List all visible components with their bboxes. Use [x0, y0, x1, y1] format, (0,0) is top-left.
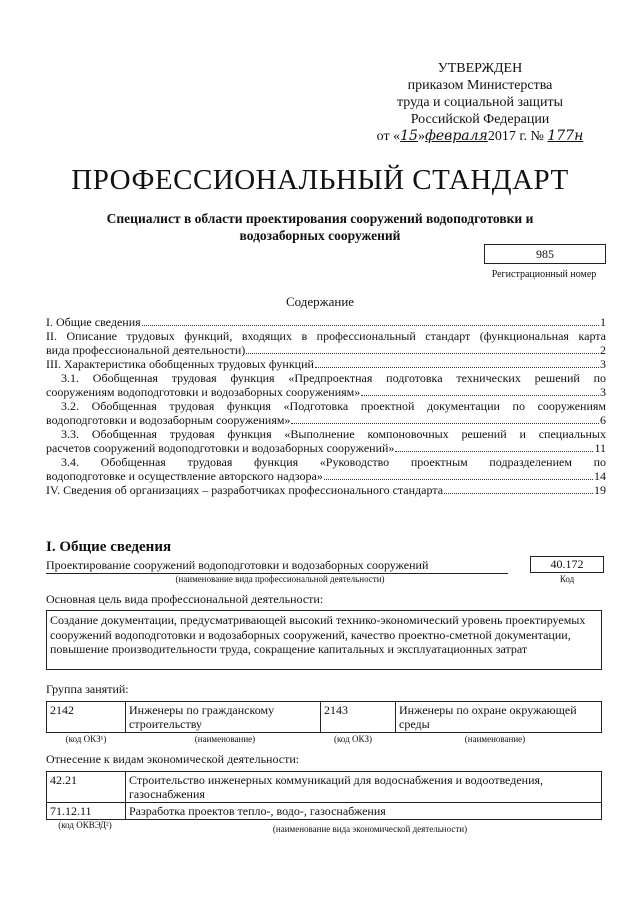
registration-number-label: Регистрационный номер: [491, 269, 597, 280]
activity-name-caption: (наименование вида профессиональной деятельности): [175, 574, 385, 584]
goal-text-box: Создание документации, предусматривающей высокий технико-экономический уровень проектируемых сооружений водоподготовки и водозаборных сооружений, качество проектно-сметной документации, повышение производительности труда, сокращение капитальных и эксплуатационных затрат: [46, 610, 602, 670]
occupation-name: Инженеры по гражданскому строительству: [126, 702, 321, 733]
approval-block: [370, 60, 590, 145]
toc-item[interactable]: IV. Сведения об организациях – разработчиках профессионального стандарта 19: [46, 483, 606, 497]
standard-subtitle: Специалист в области проектирования сооружений водоподготовки и водозаборных сооружений: [106, 211, 534, 243]
okz-name-caption: (наименование): [464, 734, 526, 744]
okved-code-caption: (код ОКВЭД²): [58, 820, 112, 830]
approval-line: приказом Министерства: [407, 78, 553, 93]
activity-code-caption: Код: [559, 574, 575, 584]
okved-name-caption: (наименование вида экономической деятельности): [272, 824, 468, 834]
toc-item[interactable]: II. Описание трудовых функций, входящих в профессиональный стандарт (функциональная карта вида профессиональной деятельности) 2: [46, 329, 606, 357]
occupations-table: [46, 701, 602, 733]
registration-number-box: 985: [484, 244, 606, 264]
occupation-code: 2143: [321, 702, 396, 733]
table-row: [47, 702, 602, 733]
toc-item[interactable]: I. Общие сведения 1: [46, 315, 606, 329]
toc-item[interactable]: 3.1. Обобщенная трудовая функция «Предпроектная подготовка технических решений по сооружениям водоподготовки и водозаборных сооружениям» 3: [46, 371, 606, 399]
okved-name: Разработка проектов тепло-, водо-, газоснабжения: [126, 803, 602, 820]
okved-code: 71.12.11: [47, 803, 126, 820]
page-title: ПРОФЕССИОНАЛЬНЫЙ СТАНДАРТ: [71, 164, 569, 196]
occupation-name: Инженеры по охране окружающей среды: [396, 702, 602, 733]
approval-month: февраля: [424, 128, 488, 144]
approval-title: УТВЕРЖДЕН: [437, 61, 523, 76]
toc-heading: Содержание: [285, 294, 355, 309]
approval-day: 15: [400, 128, 418, 144]
toc-item[interactable]: 3.2. Обобщенная трудовая функция «Подготовка проектной документации по сооружениям водоподготовки и водозаборным сооружениям» 6: [46, 399, 606, 427]
table-row: [47, 772, 602, 803]
table-of-contents: [46, 315, 606, 497]
occupations-label: Группа занятий:: [46, 682, 129, 696]
goal-label: Основная цель вида профессиональной деятельности:: [46, 592, 324, 606]
toc-item[interactable]: 3.4. Обобщенная трудовая функция «Руководство проектным подразделением по водоподготовке и осуществление авторского надзора» 14: [46, 455, 606, 483]
activity-code-box: 40.172: [530, 556, 604, 573]
table-row: [47, 803, 602, 820]
occupation-code: 2142: [47, 702, 126, 733]
econ-label: Отнесение к видам экономической деятельности:: [46, 752, 300, 766]
approval-date: от «15»февраля2017 г. № 177н: [376, 128, 584, 144]
section-heading: I. Общие сведения: [46, 539, 172, 555]
approval-line: Российской Федерации: [410, 112, 550, 127]
toc-item[interactable]: III. Характеристика обобщенных трудовых функций 3: [46, 357, 606, 371]
toc-item[interactable]: 3.3. Обобщенная трудовая функция «Выполнение компоновочных решений и специальных расчетов сооружений водоподготовки и водозаборных сооружений» 11: [46, 427, 606, 455]
okz-name-caption: (наименование): [194, 734, 256, 744]
approval-line: труда и социальной защиты: [397, 95, 563, 110]
econ-table: [46, 771, 602, 820]
approval-number: 177н: [547, 128, 584, 144]
okz-code-caption: (код ОКЗ): [334, 734, 372, 744]
activity-name-field: Проектирование сооружений водоподготовки и водозаборных сооружений: [46, 558, 508, 574]
okved-code: 42.21: [47, 772, 126, 803]
okz-code-caption: (код ОКЗ¹): [65, 734, 107, 744]
okved-name: Строительство инженерных коммуникаций для водоснабжения и водоотведения, газоснабжения: [126, 772, 602, 803]
